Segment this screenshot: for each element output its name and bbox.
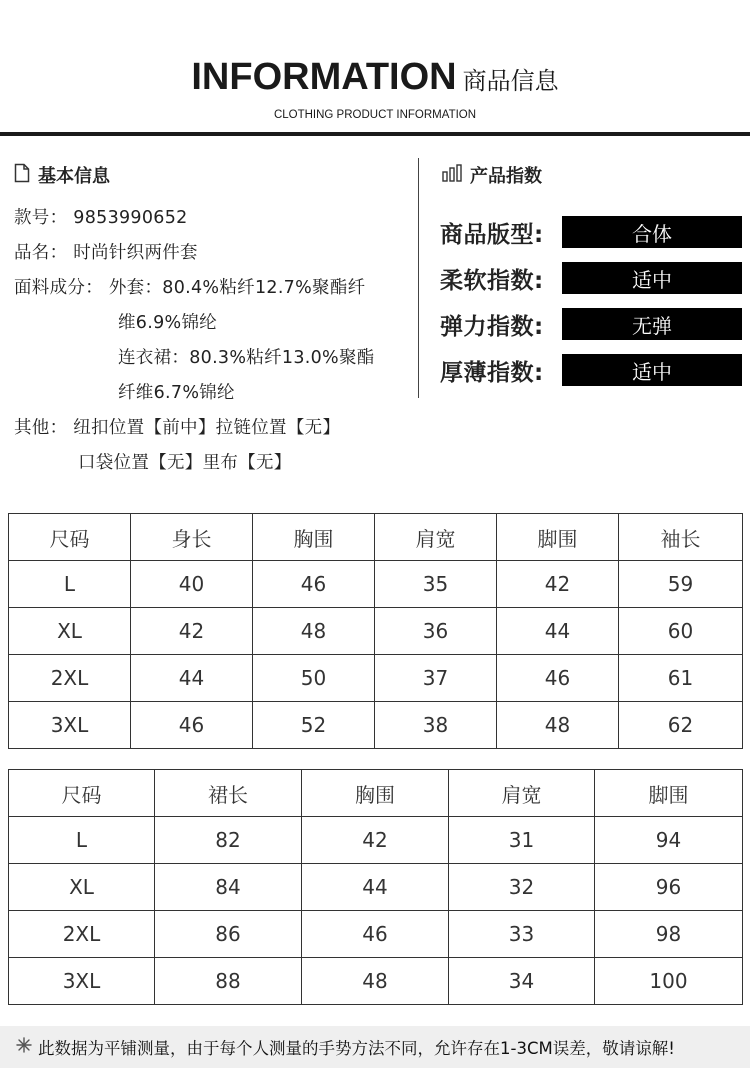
table-cell: 88 <box>155 958 302 1005</box>
header-cell: 袖长 <box>619 514 743 561</box>
table-row <box>9 817 743 864</box>
index-label: 厚薄指数: <box>440 359 544 386</box>
table-cell: 32 <box>449 864 595 911</box>
table-cell: 38 <box>375 702 497 749</box>
header-divider <box>0 132 750 136</box>
table-cell: 3XL <box>9 958 155 1005</box>
table-cell: 36 <box>375 608 497 655</box>
table-cell: 59 <box>619 561 743 608</box>
page-title <box>0 56 750 99</box>
index-label: 弹力指数: <box>440 313 544 340</box>
table-cell: 42 <box>131 608 253 655</box>
table-cell: 46 <box>497 655 619 702</box>
measurement-notice <box>0 1026 750 1068</box>
table-row <box>9 608 743 655</box>
table-cell: 100 <box>595 958 743 1005</box>
table-cell: 96 <box>595 864 743 911</box>
table-cell: 50 <box>253 655 375 702</box>
info-fabric-line-4: 纤维6.7%锦纶 <box>118 383 235 403</box>
index-value: 适中 <box>562 354 742 386</box>
table-row <box>9 655 743 702</box>
table-cell: 60 <box>619 608 743 655</box>
table-cell: 84 <box>155 864 302 911</box>
table-cell: 33 <box>449 911 595 958</box>
table-cell: 52 <box>253 702 375 749</box>
table-cell: 46 <box>253 561 375 608</box>
index-value: 适中 <box>562 262 742 294</box>
table-cell: 61 <box>619 655 743 702</box>
info-fabric-line-3: 连衣裙：80.3%粘纤13.0%聚酯 <box>118 348 375 368</box>
index-row-fit <box>440 215 742 249</box>
size-table-jacket <box>8 513 743 749</box>
header-cell: 尺码 <box>9 514 131 561</box>
table-cell: L <box>9 817 155 864</box>
table-cell: 2XL <box>9 655 131 702</box>
table-cell: 44 <box>302 864 449 911</box>
header-cell: 裙长 <box>155 770 302 817</box>
header-cell: 尺码 <box>9 770 155 817</box>
table-row <box>9 958 743 1005</box>
table-cell: 86 <box>155 911 302 958</box>
size-table-dress <box>8 769 743 1005</box>
table-cell: 42 <box>497 561 619 608</box>
basic-info-heading <box>14 162 110 188</box>
table-cell: 37 <box>375 655 497 702</box>
table-row <box>9 702 743 749</box>
header-cell: 肩宽 <box>449 770 595 817</box>
notice-text: 此数据为平铺测量，由于每个人测量的手势方法不同，允许存在1-3CM误差，敬请谅解! <box>38 1039 675 1058</box>
table-cell: 44 <box>131 655 253 702</box>
table-cell: 34 <box>449 958 595 1005</box>
table-cell: 48 <box>302 958 449 1005</box>
table-cell: 31 <box>449 817 595 864</box>
header <box>0 0 750 140</box>
index-value: 合体 <box>562 216 742 248</box>
index-label: 柔软指数: <box>440 267 544 294</box>
title-en: INFORMATION <box>191 56 457 98</box>
table-cell: 46 <box>302 911 449 958</box>
info-product-name: 品名： 时尚针织两件套 <box>14 243 198 263</box>
header-cell: 胸围 <box>253 514 375 561</box>
table-header-row <box>9 770 743 817</box>
index-label: 商品版型: <box>440 221 544 248</box>
basic-info-title: 基本信息 <box>38 166 110 187</box>
table-cell: 40 <box>131 561 253 608</box>
table-header-row <box>9 514 743 561</box>
section-divider <box>418 158 419 398</box>
document-icon <box>14 163 30 188</box>
subtitle: CLOTHING PRODUCT INFORMATION <box>273 109 477 121</box>
table-cell: 3XL <box>9 702 131 749</box>
index-row-softness <box>440 261 742 295</box>
table-cell: 35 <box>375 561 497 608</box>
table-cell: 2XL <box>9 911 155 958</box>
index-value: 无弹 <box>562 308 742 340</box>
product-index-heading <box>442 162 542 188</box>
info-other-line-1: 其他： 纽扣位置【前中】拉链位置【无】 <box>14 418 341 438</box>
info-other-line-2: 口袋位置【无】里布【无】 <box>78 453 292 473</box>
table-cell: 82 <box>155 817 302 864</box>
table-cell: L <box>9 561 131 608</box>
header-cell: 肩宽 <box>375 514 497 561</box>
table-cell: 48 <box>497 702 619 749</box>
table-row <box>9 911 743 958</box>
product-index-title: 产品指数 <box>470 166 542 187</box>
snowflake-icon <box>16 1037 32 1057</box>
header-cell: 脚围 <box>595 770 743 817</box>
table-cell: 62 <box>619 702 743 749</box>
table-cell: 94 <box>595 817 743 864</box>
table-cell: 48 <box>253 608 375 655</box>
index-row-thickness <box>440 353 742 387</box>
table-cell: XL <box>9 608 131 655</box>
table-cell: 42 <box>302 817 449 864</box>
table-cell: 46 <box>131 702 253 749</box>
title-cn: 商品信息 <box>462 67 559 95</box>
info-style-number: 款号： 9853990652 <box>14 208 188 228</box>
info-fabric-line-1: 面料成分： 外套：80.4%粘纤12.7%聚酯纤 <box>14 278 366 298</box>
table-cell: 98 <box>595 911 743 958</box>
info-fabric-line-2: 维6.9%锦纶 <box>118 313 218 333</box>
table-row <box>9 561 743 608</box>
header-cell: 胸围 <box>302 770 449 817</box>
header-cell: 身长 <box>131 514 253 561</box>
index-row-elasticity <box>440 307 742 341</box>
table-cell: 44 <box>497 608 619 655</box>
table-cell: XL <box>9 864 155 911</box>
header-cell: 脚围 <box>497 514 619 561</box>
table-row <box>9 864 743 911</box>
bar-chart-icon <box>442 164 462 187</box>
